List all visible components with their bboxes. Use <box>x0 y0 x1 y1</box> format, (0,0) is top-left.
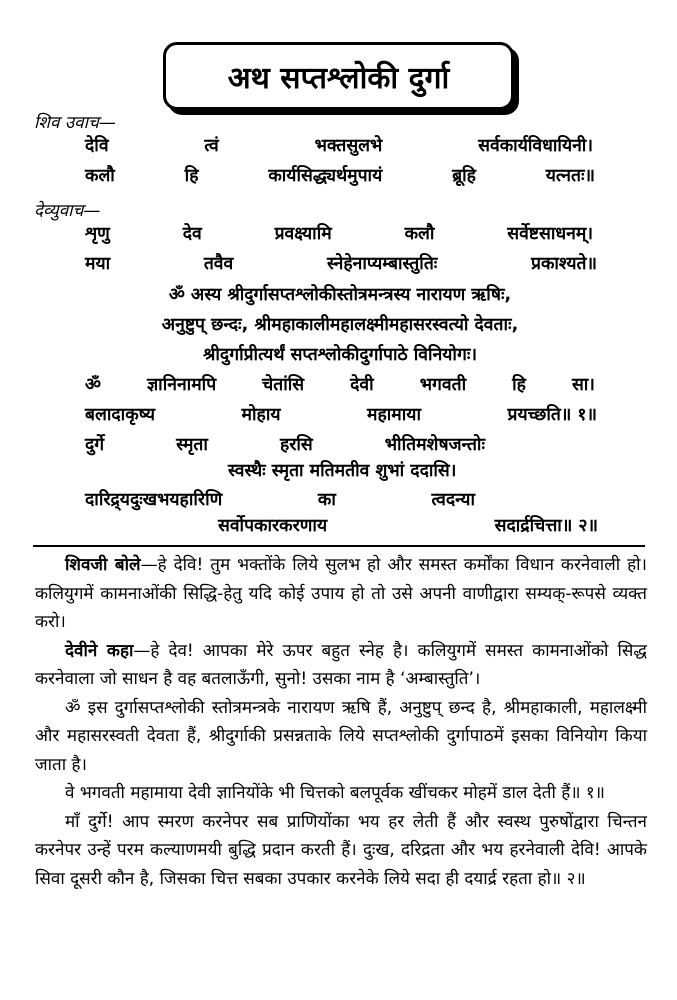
para-text: —हे देवि! तुम भक्तोंके लिये सुलभ हो और समस्त कर्मोंका विधान करनेवाली हो। कलियुगमें कामनाओंकी सिद्धि-हेतु यदि कोई उपाय हो तो उसे अपनी वाणीद्वारा सम्यक्-रूपसे व्यक्त करो। <box>35 555 647 632</box>
verse-word: हि <box>184 166 199 186</box>
verse-line-10 <box>85 433 485 457</box>
verse-word: हि <box>512 375 526 395</box>
speaker-devi: देव्युवाच— <box>34 201 101 221</box>
verse-word: प्रवक्ष्यामि <box>274 224 332 244</box>
verse-line-2 <box>85 164 595 188</box>
verse-word: सर्वेष्टसाधनम्। <box>507 224 593 244</box>
translation-para-3: ॐ इस दुर्गासप्तश्लोकी स्तोत्रमन्त्रके नारायण ऋषि हैं, अनुष्टुप् छन्द है, श्रीमहाकाली, महालक्ष्मी और महासरस्वती देवता हैं, श्रीदुर्गाकी प्रसन्नताके लिये सप्तश्लोकी दुर्गापाठमें इसका विनियोग किया जाता है। <box>35 697 647 775</box>
verse-word: देवि <box>85 136 109 156</box>
verse-word: चेतांसि <box>262 375 305 395</box>
translation-block <box>35 551 647 893</box>
verse-word: देवी <box>350 375 374 395</box>
verse-word: भक्तसुलभे <box>314 136 383 156</box>
verse-line-8 <box>85 373 595 397</box>
verse-word: ज्ञानिनामपि <box>146 375 217 395</box>
viniyoga-line-1: ॐ अस्य श्रीदुर्गासप्तश्लोकीस्तोत्रमन्त्रस्य नारायण ऋषिः, <box>168 285 512 305</box>
verse-word: कार्यसिद्ध्यर्थमुपायं <box>268 166 383 186</box>
viniyoga-line-2: अनुष्टुप् छन्दः, श्रीमहाकालीमहालक्ष्मीमहासरस्वत्यो देवताः, <box>161 315 519 335</box>
para-lead: शिवजी बोले <box>65 555 141 575</box>
verse-word: हरसि <box>279 435 313 455</box>
translation-para-4: वे भगवती महामाया देवी ज्ञानियोंके भी चित्तको बलपूर्वक खींचकर मोहमें डाल देती हैं॥ १॥ <box>65 783 605 803</box>
verse-word: मोहाय <box>241 405 281 425</box>
verse-word: स्मृता <box>176 435 208 455</box>
verse-word: यत्नतः॥ <box>545 166 595 186</box>
translation-para-1 <box>35 551 647 637</box>
verse-word: ॐ <box>85 375 101 395</box>
page-title: अथ सप्तश्लोकी दुर्गा <box>227 60 450 96</box>
verse-word: सर्वकार्यविधायिनी। <box>478 136 593 156</box>
speaker-shiva: शिव उवाच— <box>34 113 116 133</box>
verse-word: प्रयच्छति॥ १॥ <box>507 405 597 425</box>
page-title-box <box>163 42 514 110</box>
para-lead: देवीने कहा <box>65 640 134 661</box>
verse-word: त्वं <box>204 136 219 156</box>
verse-word: सा। <box>571 375 595 395</box>
verse-line-3 <box>85 222 593 246</box>
verse-line-1 <box>85 134 593 158</box>
verse-word: दुर्गे <box>85 435 105 455</box>
section-divider <box>33 545 645 547</box>
translation-para-5: माँ दुर्गे! आप स्मरण करनेपर सब प्राणियोंका भय हर लेती हैं और स्वस्थ पुरुषोंद्वारा चिन्तन करनेपर उन्हें परम कल्याणमयी बुद्धि प्रदान करती हैं। दुःख, दरिद्रता और भय हरनेवाली देवि! आपके सिवा दूसरी कौन है, जिसका चित्त सबका उपकार करनेके लिये सदा ही दयार्द्र रहता हो॥ २॥ <box>35 811 647 889</box>
verse-word: भगवती <box>419 375 467 395</box>
verse-word: मया <box>85 254 111 274</box>
verse-word: बलादाकृष्य <box>85 405 156 425</box>
verse-word: सर्वोपकारकरणाय <box>218 516 328 536</box>
para-text: —हे देव! आपका मेरे ऊपर बहुत स्नेह है। कलियुगमें समस्त कामनाओंको सिद्ध करनेवाला जो साधन है वह बतलाऊँगी, सुनो! उसका नाम है ‘अम्बास्तुति’। <box>35 640 647 689</box>
verse-word: देव <box>182 224 202 244</box>
viniyoga-line-3: श्रीदुर्गाप्रीत्यर्थं सप्तश्लोकीदुर्गापाठे विनियोगः। <box>203 345 477 365</box>
verse-word: तवैव <box>203 254 234 274</box>
verse-word: कलौ <box>404 224 435 244</box>
verse-word: प्रकाश्यते॥ <box>531 254 597 274</box>
verse-word: शृणु <box>85 224 110 244</box>
verse-word: दारिद्र्यदुःखभयहारिणि <box>85 490 223 510</box>
verse-line-13 <box>218 514 598 538</box>
verse-word: सदार्द्रचित्ता॥ २॥ <box>494 516 598 536</box>
verse-word: का <box>317 490 336 510</box>
verse-word: महामाया <box>367 405 421 425</box>
verse-word: त्वदन्या <box>431 490 475 510</box>
verse-word: भीतिमशेषजन्तोः <box>384 435 485 455</box>
verse-line-4 <box>85 252 597 276</box>
verse-line-12 <box>85 488 475 512</box>
translation-para-2 <box>35 637 647 694</box>
verse-line-11: स्वस्थैः स्मृता मतिमतीव शुभां ददासि। <box>228 461 457 481</box>
verse-word: कलौ <box>85 166 115 186</box>
verse-line-9 <box>85 403 597 427</box>
verse-word: स्नेहेनाप्यम्बास्तुतिः <box>326 254 438 274</box>
verse-word: ब्रूहि <box>452 166 476 186</box>
